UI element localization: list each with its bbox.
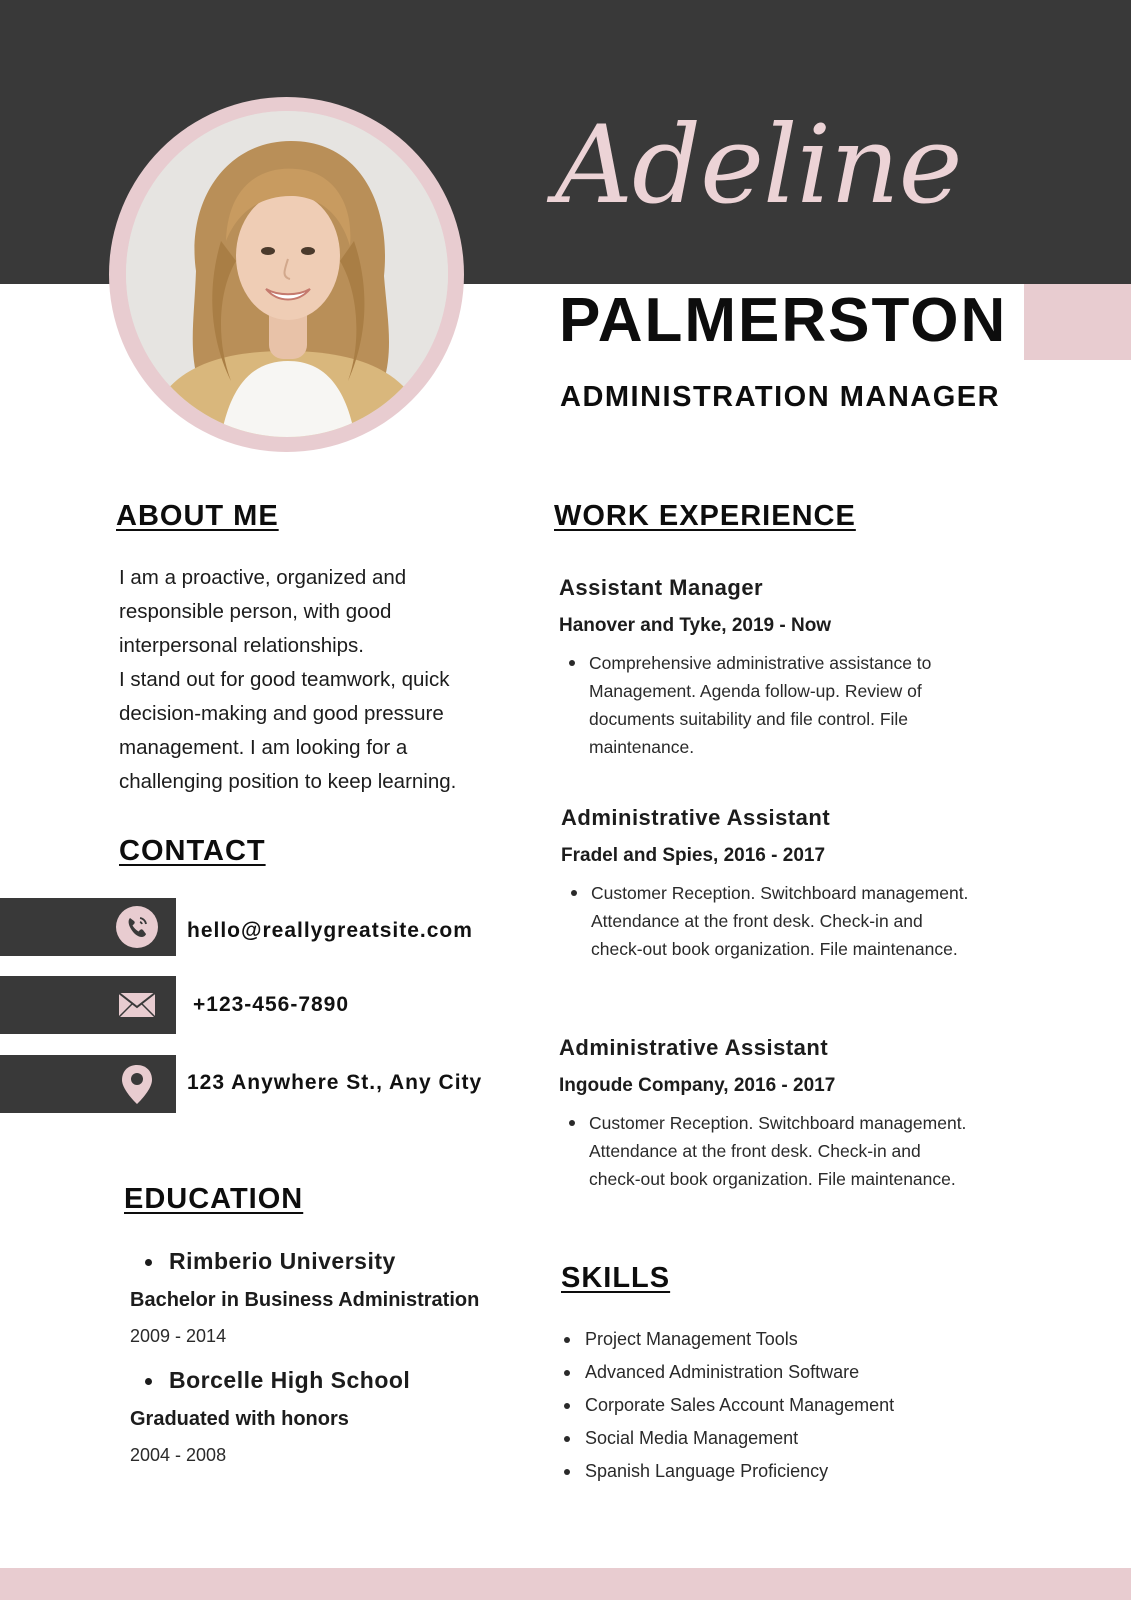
skill-item: Advanced Administration Software (561, 1356, 894, 1389)
contact-email[interactable]: hello@reallygreatsite.com (187, 919, 473, 942)
profile-photo (126, 111, 448, 437)
education-years: 2009 - 2014 (130, 1326, 227, 1346)
about-text (119, 561, 499, 799)
location-pin-icon (116, 1063, 158, 1105)
education-school: Rimberio University (130, 1250, 530, 1273)
job-role: Assistant Manager (559, 575, 764, 600)
footer-strip (0, 1568, 1131, 1600)
job-company: Fradel and Spies, 2016 - 2017 (561, 845, 826, 866)
job-role: Administrative Assistant (559, 1035, 829, 1060)
about-paragraph: I am a proactive, organized and responsible person, with good interpersonal relationships. (119, 566, 407, 657)
job-title: ADMINISTRATION MANAGER (560, 381, 1001, 413)
education-item (130, 1369, 530, 1464)
job-description: Customer Reception. Switchboard management. Attendance at the front desk. Check-in and check-out book organization. File maintenance. (559, 1109, 969, 1193)
contact-phone[interactable]: +123-456-7890 (193, 993, 350, 1016)
skill-item: Corporate Sales Account Management (561, 1389, 894, 1422)
contact-heading: CONTACT (119, 835, 266, 867)
first-name: Adeline (555, 103, 962, 228)
education-item (130, 1250, 530, 1345)
education-years: 2004 - 2008 (130, 1445, 227, 1465)
job-description: Customer Reception. Switchboard management. Attendance at the front desk. Check-in and check-out book organization. File maintenance. (561, 879, 971, 963)
education-school: Borcelle High School (130, 1369, 530, 1392)
education-heading: EDUCATION (124, 1183, 304, 1215)
contact-row-email (0, 898, 176, 956)
skill-item: Social Media Management (561, 1422, 894, 1455)
job-entry (559, 577, 979, 761)
last-name: PALMERSTON (559, 286, 1008, 355)
phone-icon (116, 906, 158, 948)
job-entry (561, 807, 981, 963)
job-company: Ingoude Company, 2016 - 2017 (559, 1075, 836, 1096)
about-heading: ABOUT ME (116, 500, 279, 532)
education-degree: Bachelor in Business Administration (130, 1289, 480, 1311)
job-company: Hanover and Tyke, 2019 - Now (559, 615, 832, 636)
job-description: Comprehensive administrative assistance to Management. Agenda follow-up. Review of documents suitability and file control. File maintenance. (559, 649, 969, 761)
contact-row-address (0, 1055, 176, 1113)
skill-item: Project Management Tools (561, 1323, 894, 1356)
job-entry (559, 1037, 979, 1193)
education-degree: Graduated with honors (130, 1408, 349, 1430)
skill-item: Spanish Language Proficiency (561, 1455, 894, 1488)
job-role: Administrative Assistant (561, 805, 831, 830)
about-paragraph: I stand out for good teamwork, quick decision-making and good pressure management. I am looking for a challenging position to keep learning. (119, 668, 457, 793)
skills-list (561, 1323, 894, 1488)
accent-block (1024, 284, 1131, 360)
contact-row-phone (0, 976, 176, 1034)
work-heading: WORK EXPERIENCE (554, 500, 856, 532)
contact-address[interactable]: 123 Anywhere St., Any City (187, 1071, 483, 1094)
skills-heading: SKILLS (561, 1262, 671, 1294)
mail-icon (116, 984, 158, 1026)
